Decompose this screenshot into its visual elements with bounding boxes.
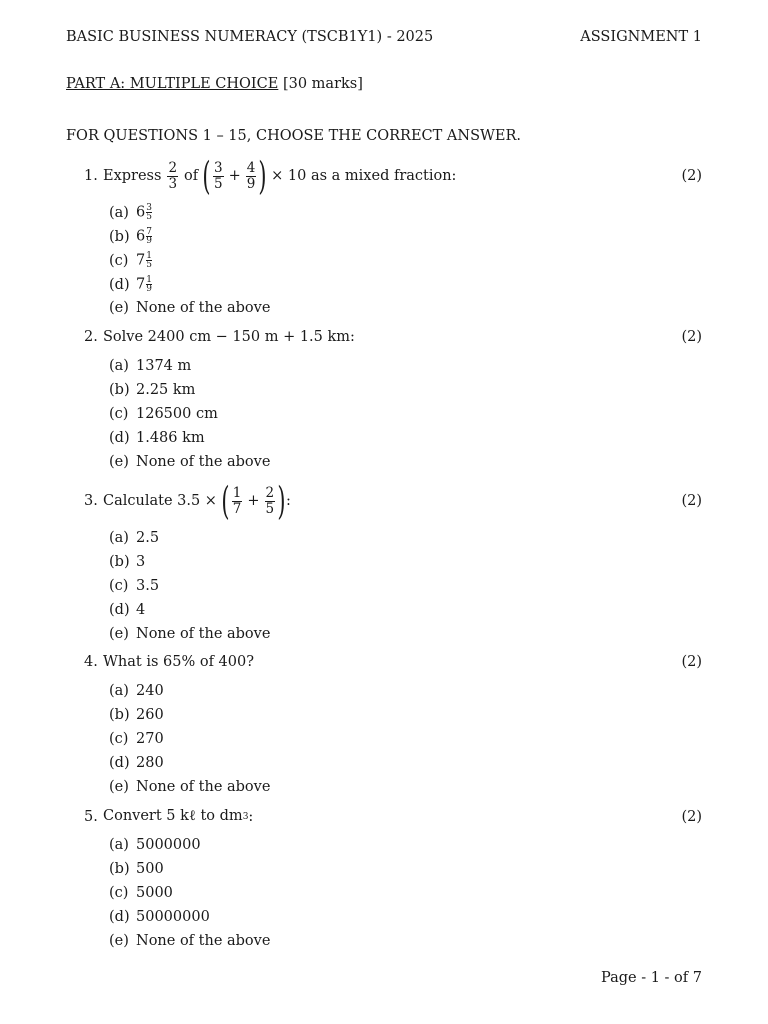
question-stem (84, 329, 702, 345)
question-5 (84, 808, 702, 825)
option-a: (a) 5000000 (109, 837, 201, 853)
option-a: (a) 1374 m (109, 358, 192, 374)
option-b: (b) 2.25 km (109, 382, 196, 398)
option-c: (c) 3.5 (109, 578, 160, 594)
question-text: What is 65% of 400? (103, 654, 255, 670)
mixed-fraction: $\frac{1}{5}$ (146, 251, 152, 271)
question-text-prefix: Calculate 3.5 × (103, 493, 217, 509)
question-text-prefix: Convert 5 kℓ to dm (103, 808, 243, 824)
question-text: Solve 2400 cm − 150 m + 1.5 km: (103, 329, 355, 345)
fraction: $\frac{3}{5}$ (213, 160, 223, 192)
fraction: $\frac{2}{3}$ (168, 160, 178, 192)
question-number: 5. (84, 808, 98, 825)
question-2 (84, 329, 702, 345)
part-heading (66, 76, 363, 92)
option-c: (c) 7 $\frac{1}{5}$ (109, 251, 152, 271)
question-marks: (2) (681, 493, 702, 509)
option-b: (b) 3 (109, 554, 146, 570)
option-c: (c) 126500 cm (109, 406, 218, 422)
question-number: 1. (84, 168, 98, 184)
option-c: (c) 5000 (109, 885, 173, 901)
plus-sign: + (247, 493, 260, 509)
option-e: (e) None of the above (109, 933, 271, 949)
question-stem (84, 654, 702, 670)
instruction: FOR QUESTIONS 1 – 15, CHOOSE THE CORRECT ANSWER. (66, 128, 522, 144)
question-number: 3. (84, 493, 98, 509)
option-c: (c) 270 (109, 731, 164, 747)
option-d: (d) 7 $\frac{1}{9}$ (109, 275, 152, 295)
option-a: (a) 6 $\frac{3}{5}$ (109, 203, 152, 223)
option-a: (a) 2.5 (109, 530, 160, 546)
option-b: (b) 500 (109, 861, 164, 877)
left-paren: ( (202, 154, 211, 198)
fraction: $\frac{1}{7}$ (232, 485, 242, 517)
option-b: (b) 260 (109, 707, 164, 723)
option-b: (b) 6 $\frac{7}{9}$ (109, 227, 152, 247)
option-d: (d) 50000000 (109, 909, 210, 925)
question-text-suffix: × 10 as a mixed fraction: (271, 168, 457, 184)
page-number: Page - 1 - of 7 (600, 970, 702, 986)
option-e: (e) None of the above (109, 454, 271, 470)
question-marks: (2) (681, 654, 702, 670)
option-e: (e) None of the above (109, 779, 271, 795)
question-4 (84, 654, 702, 670)
right-paren: ) (277, 479, 286, 523)
question-stem (84, 479, 702, 523)
fraction: $\frac{4}{9}$ (246, 160, 256, 192)
mixed-fraction: $\frac{1}{9}$ (146, 275, 152, 295)
option-e: (e) None of the above (109, 626, 271, 642)
option-d: (d) 4 (109, 602, 146, 618)
plus-sign: + (228, 168, 241, 184)
question-number: 4. (84, 654, 98, 670)
question-text-prefix: Express (103, 168, 162, 184)
question-marks: (2) (681, 168, 702, 184)
question-marks: (2) (681, 329, 702, 345)
course-title: BASIC BUSINESS NUMERACY (TSCB1Y1) - 2025 (66, 29, 434, 45)
option-a: (a) 240 (109, 683, 164, 699)
right-paren: ) (258, 154, 267, 198)
option-e: (e) None of the above (109, 300, 271, 316)
left-paren: ( (221, 479, 230, 523)
question-3 (84, 479, 702, 523)
option-d: (d) 280 (109, 755, 164, 771)
question-text-suffix: : (285, 493, 291, 509)
part-marks: [30 marks] (282, 76, 363, 92)
question-text-of: of (184, 168, 199, 184)
part-title: PART A: MULTIPLE CHOICE (66, 76, 279, 92)
question-1 (84, 154, 702, 198)
assignment-label: ASSIGNMENT 1 (580, 29, 702, 45)
mixed-fraction: $\frac{3}{5}$ (146, 203, 152, 223)
exponent: 3 (242, 811, 249, 822)
question-stem (84, 154, 702, 198)
option-d: (d) 1.486 km (109, 430, 205, 446)
question-marks: (2) (681, 808, 702, 825)
question-number: 2. (84, 329, 98, 345)
question-text-suffix: : (248, 808, 254, 825)
mixed-fraction: $\frac{7}{9}$ (146, 227, 152, 247)
fraction: $\frac{2}{5}$ (265, 485, 275, 517)
question-stem (84, 808, 702, 825)
